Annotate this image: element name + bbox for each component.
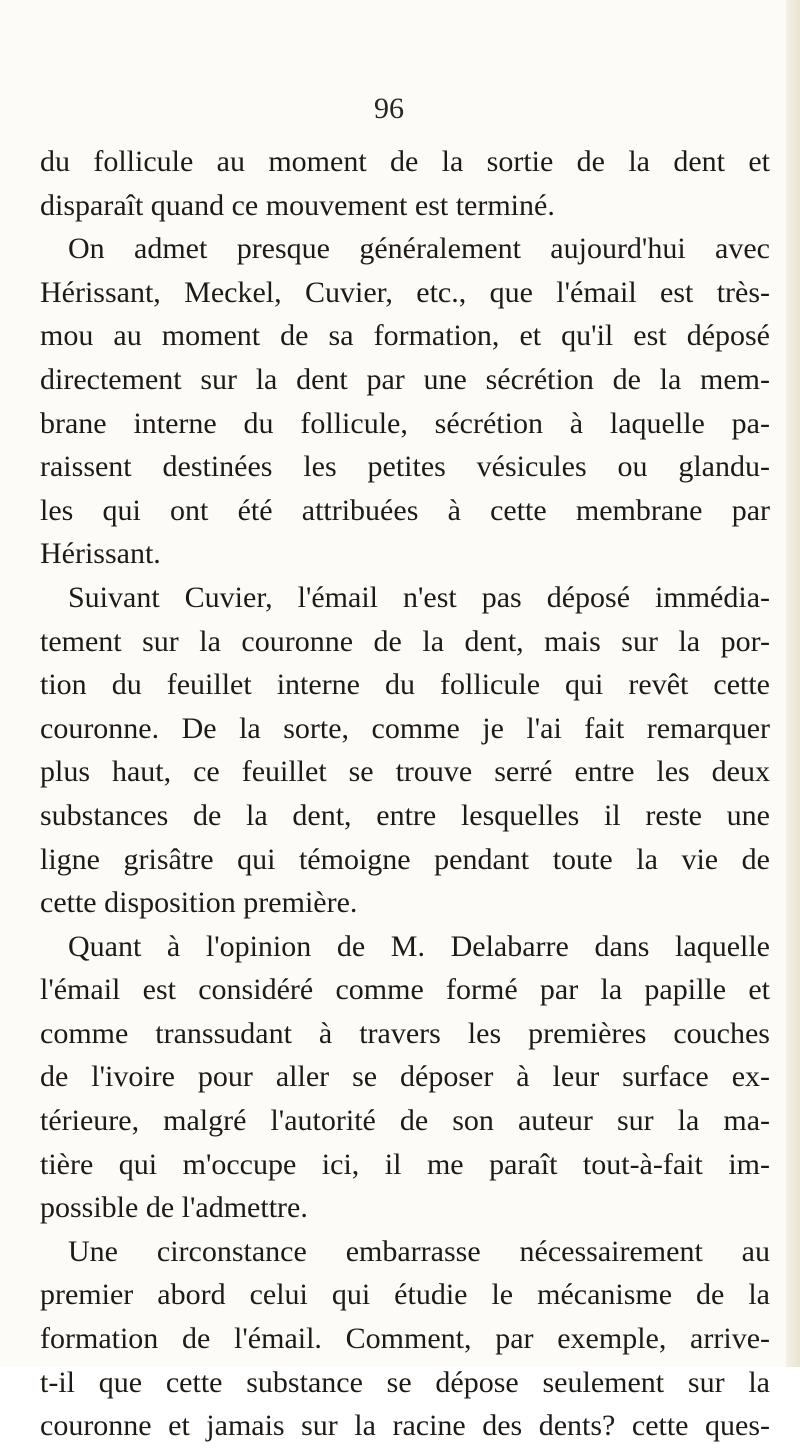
text-line: couronne. De la sorte, comme je l'ai fait remarquer [40,711,770,745]
text-line: cette disposition première. [40,886,358,920]
text-line: raissent destinées les petites vésicules ou glandu- [40,450,770,484]
text-line: les qui ont été attribuées à cette membrane par [40,493,770,527]
text-line: substances de la dent, entre lesquelles il reste une [40,798,770,832]
text-line: Quant à l'opinion de M. Delabarre dans laquelle [68,929,770,963]
text-line: Une circonstance embarrasse nécessairement au [68,1234,770,1268]
text-line: ligne grisâtre qui témoigne pendant toute la vie de [40,842,770,876]
page-number: 96 [374,92,404,125]
text-line: On admet presque généralement aujourd'hui avec [68,232,770,266]
text-line: l'émail est considéré comme formé par la papille et [40,973,770,1007]
text-line: du follicule au moment de la sortie de la dent et [40,145,770,178]
text-line: tière qui m'occupe ici, il me paraît tout-à-fait im- [40,1147,770,1181]
text-line: tion du feuillet interne du follicule qui revêt cette [40,668,770,702]
text-line: térieure, malgré l'autorité de son auteur sur la ma- [40,1104,770,1138]
text-line: disparaît quand ce mouvement est terminé. [40,188,555,222]
text-line: Hérissant, Meckel, Cuvier, etc., que l'émail est très- [40,275,770,309]
text-line: plus haut, ce feuillet se trouve serré entre les deux [40,755,770,789]
text-line: tement sur la couronne de la dent, mais sur la por- [40,624,770,658]
text-line: premier abord celui qui étudie le mécanisme de la [40,1278,770,1312]
text-line: comme transsudant à travers les premières couches [40,1016,770,1050]
text-line: formation de l'émail. Comment, par exemple, arrive- [40,1322,770,1356]
text-line: t-il que cette substance se dépose seulement sur la [40,1365,770,1399]
text-line: directement sur la dent par une sécrétion de la mem- [40,362,770,396]
text-line: mou au moment de sa formation, et qu'il est déposé [40,319,770,353]
text-line: brane interne du follicule, sécrétion à laquelle pa- [40,406,770,440]
text-line: de l'ivoire pour aller se déposer à leur surface ex- [40,1060,770,1094]
text-line: possible de l'admettre. [40,1191,308,1225]
page-edge [786,0,800,1367]
text-line: couronne et jamais sur la racine des dents? cette ques- [40,1409,770,1443]
text-line: Hérissant. [40,537,161,571]
body-text [40,140,770,1448]
text-line: Suivant Cuvier, l'émail n'est pas déposé immédia- [68,580,770,614]
